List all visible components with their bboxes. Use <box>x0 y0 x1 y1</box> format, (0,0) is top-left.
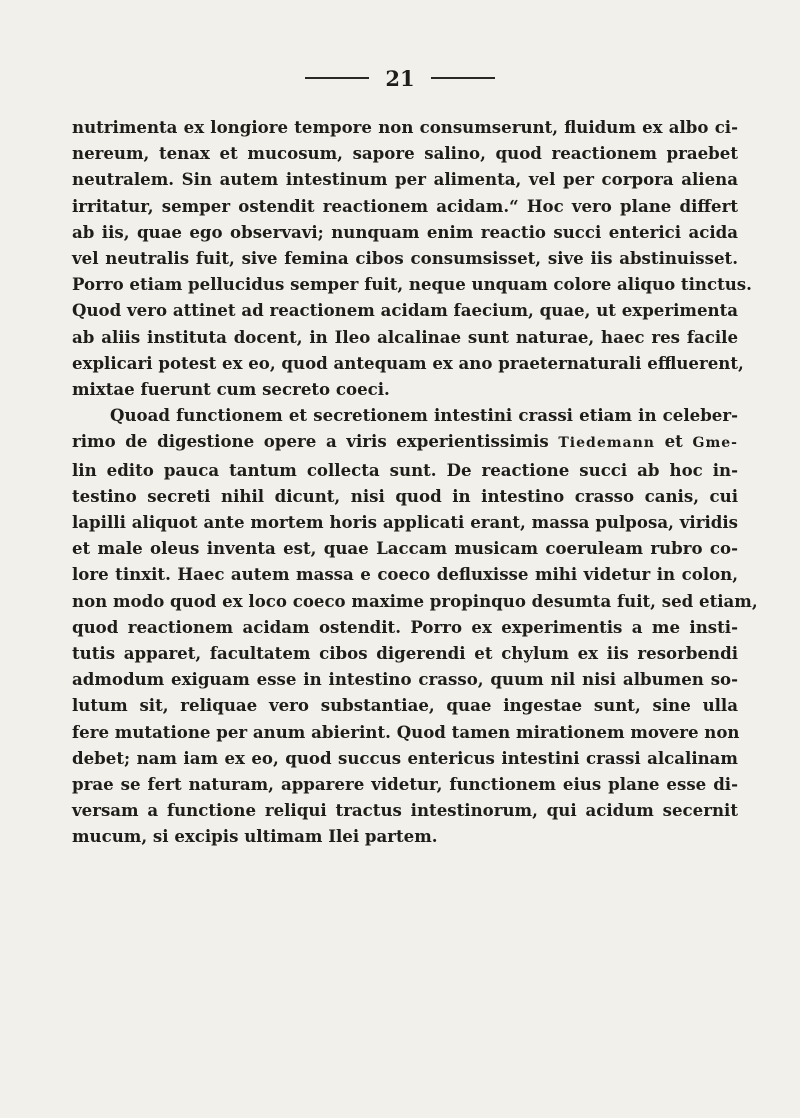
text-line: et male oleus inventa est, quae Laccam musicam coeruleam rubro co- <box>72 538 738 559</box>
page-number: 21 <box>385 65 415 91</box>
text-line: admodum exiguam esse in intestino crasso, quum nil nisi albumen so- <box>72 669 738 690</box>
text-line: tutis apparet, facultatem cibos digerendi et chylum ex iis resorbendi <box>72 643 738 664</box>
text-line: mixtae fuerunt cum secreto coeci. <box>72 379 390 400</box>
header-rule-left <box>305 77 369 79</box>
author-name: Gme- <box>692 435 738 452</box>
text-line: ab iis, quae ego observavi; nunquam enim reactio succi enterici acida <box>72 221 738 242</box>
paragraph <box>72 402 758 849</box>
page-header <box>0 66 800 90</box>
text-line: debet; nam iam ex eo, quod succus entericus intestini crassi alcalinam <box>72 747 738 768</box>
text-line: lin edito pauca tantum collecta sunt. De reactione succi ab hoc in- <box>72 459 738 480</box>
text-line: versam a functione reliqui tractus intestinorum, qui acidum secernit <box>72 800 738 821</box>
text-line: prae se fert naturam, apparere videtur, functionem eius plane esse di- <box>72 774 738 795</box>
text-line: lapilli aliquot ante mortem horis applicati erant, massa pulposa, viridis <box>72 512 738 533</box>
text-line: lore tinxit. Haec autem massa e coeco defluxisse mihi videtur in colon, <box>72 564 738 585</box>
text-line: Quoad functionem et secretionem intestini crassi etiam in celeber- <box>110 405 738 426</box>
text-segment: et <box>664 431 683 452</box>
header-rule-right <box>431 77 495 79</box>
text-line: nereum, tenax et mucosum, sapore salino, quod reactionem praebet <box>72 143 738 164</box>
text-line <box>72 428 738 456</box>
text-line: irritatur, semper ostendit reactionem acidam.“ Hoc vero plane differt <box>72 195 738 216</box>
text-line: testino secreti nihil dicunt, nisi quod in intestino crasso canis, cui <box>72 485 738 506</box>
text-line: lutum sit, reliquae vero substantiae, quae ingestae sunt, sine ulla <box>72 695 738 716</box>
text-line: ab aliis instituta docent, in Ileo alcalinae sunt naturae, haec res facile <box>72 326 738 347</box>
text-line: quod reactionem acidam ostendit. Porro ex experimentis a me insti- <box>72 616 738 637</box>
text-line: vel neutralis fuit, sive femina cibos consumsisset, sive iis abstinuisset. <box>72 248 738 269</box>
text-line: Quod vero attinet ad reactionem acidam faecium, quae, ut experimenta <box>72 300 738 321</box>
text-segment: rimo de digestione opere a viris experientissimis <box>72 431 549 452</box>
author-name: Tiedemann <box>558 435 655 452</box>
body-text <box>72 114 758 850</box>
text-line: nutrimenta ex longiore tempore non consumserunt, fluidum ex albo ci- <box>72 117 738 137</box>
text-line: neutralem. Sin autem intestinum per alimenta, vel per corpora aliena <box>72 169 738 190</box>
text-line: Porro etiam pellucidus semper fuit, neque unquam colore aliquo tinctus. <box>72 274 752 295</box>
text-line: explicari potest ex eo, quod antequam ex ano praeternaturali effluerent, <box>72 352 744 373</box>
text-line: fere mutatione per anum abierint. Quod tamen mirationem movere non <box>72 721 740 742</box>
paragraph <box>72 114 752 402</box>
text-line: non modo quod ex loco coeco maxime propinquo desumta fuit, sed etiam, <box>72 590 758 611</box>
text-line: mucum, si excipis ultimam Ilei partem. <box>72 826 438 847</box>
